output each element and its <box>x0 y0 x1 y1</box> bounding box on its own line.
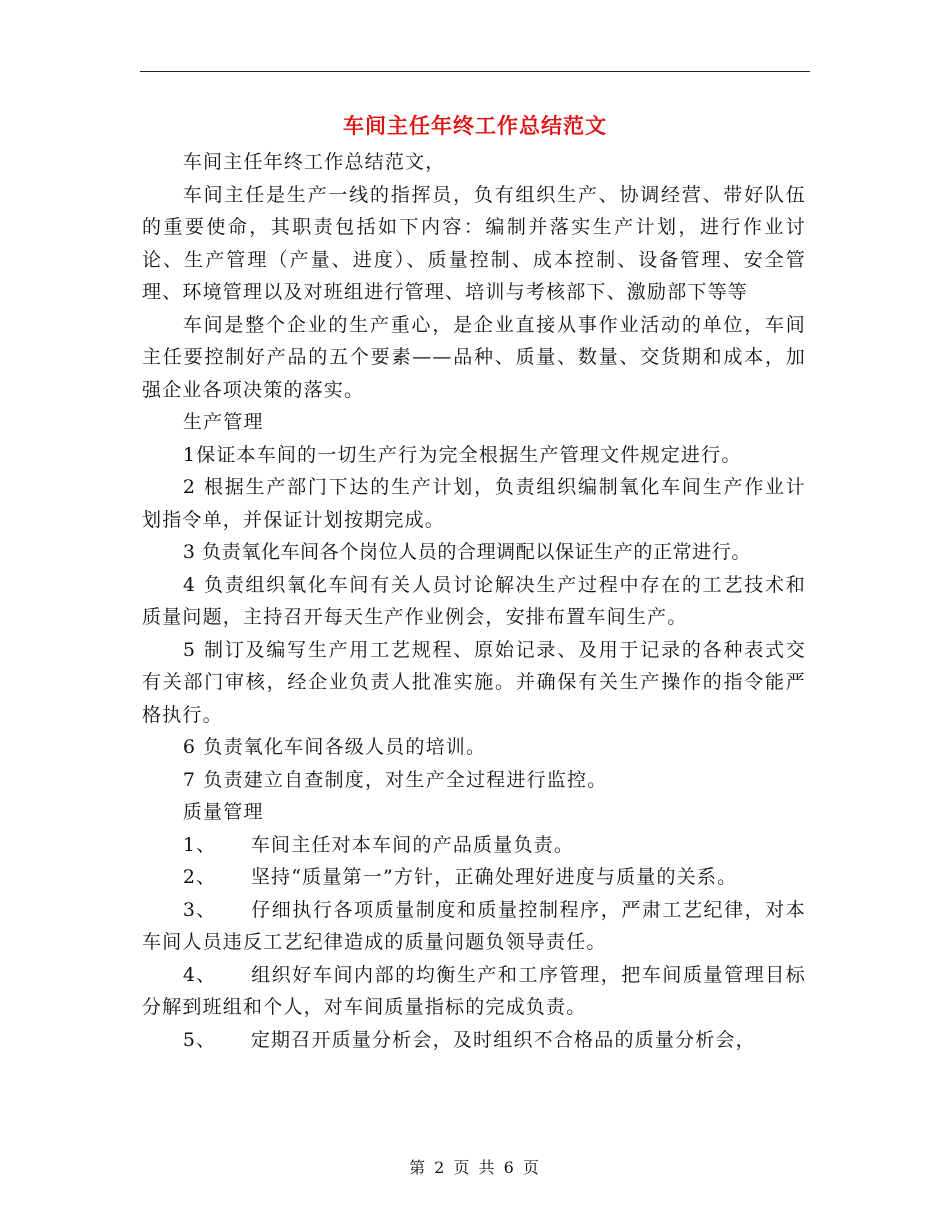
list-item <box>142 829 806 862</box>
paragraph: 4 负责组织氧化车间有关人员讨论解决生产过程中存在的工艺技术和质量问题，主持召开每天生产作业例会，安排布置车间生产。 <box>142 573 806 628</box>
paragraph: 车间主任是生产一线的指挥员，负有组织生产、协调经营、带好队伍的重要使命，其职责包括如下内容：编制并落实生产计划，进行作业讨论、生产管理（产量、进度）、质量控制、成本控制、设备管理、安全管理、环境管理以及对班组进行管理、培训与考核部下、激励部下等等 <box>142 183 806 303</box>
list-item-number: 4、 <box>182 963 217 986</box>
list-item-number: 3、 <box>182 898 217 921</box>
paragraph: 2 根据生产部门下达的生产计划，负责组织编制氧化车间生产作业计划指令单，并保证计划按期完成。 <box>142 476 806 531</box>
paragraph: 车间是整个企业的生产重心，是企业直接从事作业活动的单位，车间主任要控制好产品的五个要素——品种、质量、数量、交货期和成本，加强企业各项决策的落实。 <box>142 313 806 401</box>
section-heading: 生产管理 <box>182 411 264 433</box>
paragraph: 5 制订及编写生产用工艺规程、原始记录、及用于记录的各种表式交有关部门审核，经企业负责人批准实施。并确保有关生产操作的指令能严格执行。 <box>142 638 806 726</box>
paragraph: 7 负责建立自查制度，对生产全过程进行监控。 <box>182 768 608 791</box>
page-footer: 第 2 页 共 6 页 <box>409 1158 541 1177</box>
list-item <box>142 1024 806 1057</box>
list-item-number: 5、 <box>182 1028 217 1051</box>
paragraph: 6 负责氧化车间各级人员的培训。 <box>182 736 487 758</box>
list-item-text: 定期召开质量分析会，及时组织不合格品的质量分析会， <box>250 1028 756 1051</box>
list-item <box>142 894 806 959</box>
list-item <box>142 959 806 1024</box>
list-item-text: 组织好车间内部的均衡生产和工序管理，把车间质量管理目标分解到班组和个人，对车间质量指标的完成负责。 <box>142 963 806 1018</box>
document-body <box>142 146 806 1056</box>
list-item-text: 坚持“质量第一”方针，正确处理好进度与质量的关系。 <box>250 866 738 888</box>
list-item <box>142 861 806 894</box>
section-heading: 质量管理 <box>182 801 264 823</box>
paragraph: 1保证本车间的一切生产行为完全根据生产管理文件规定进行。 <box>182 443 742 466</box>
paragraph: 3 负责氧化车间各个岗位人员的合理调配以保证生产的正常进行。 <box>182 541 751 563</box>
list-item-number: 1、 <box>182 833 217 856</box>
list-item-text: 仔细执行各项质量制度和质量控制程序，严肃工艺纪律，对本车间人员违反工艺纪律造成的质量问题负领导责任。 <box>142 898 806 953</box>
list-item-number: 2、 <box>182 866 217 888</box>
header-rule <box>140 71 810 72</box>
paragraph: 车间主任年终工作总结范文， <box>182 151 446 173</box>
document-title: 车间主任年终工作总结范文 <box>343 113 607 138</box>
list-item-text: 车间主任对本车间的产品质量负责。 <box>250 833 575 856</box>
